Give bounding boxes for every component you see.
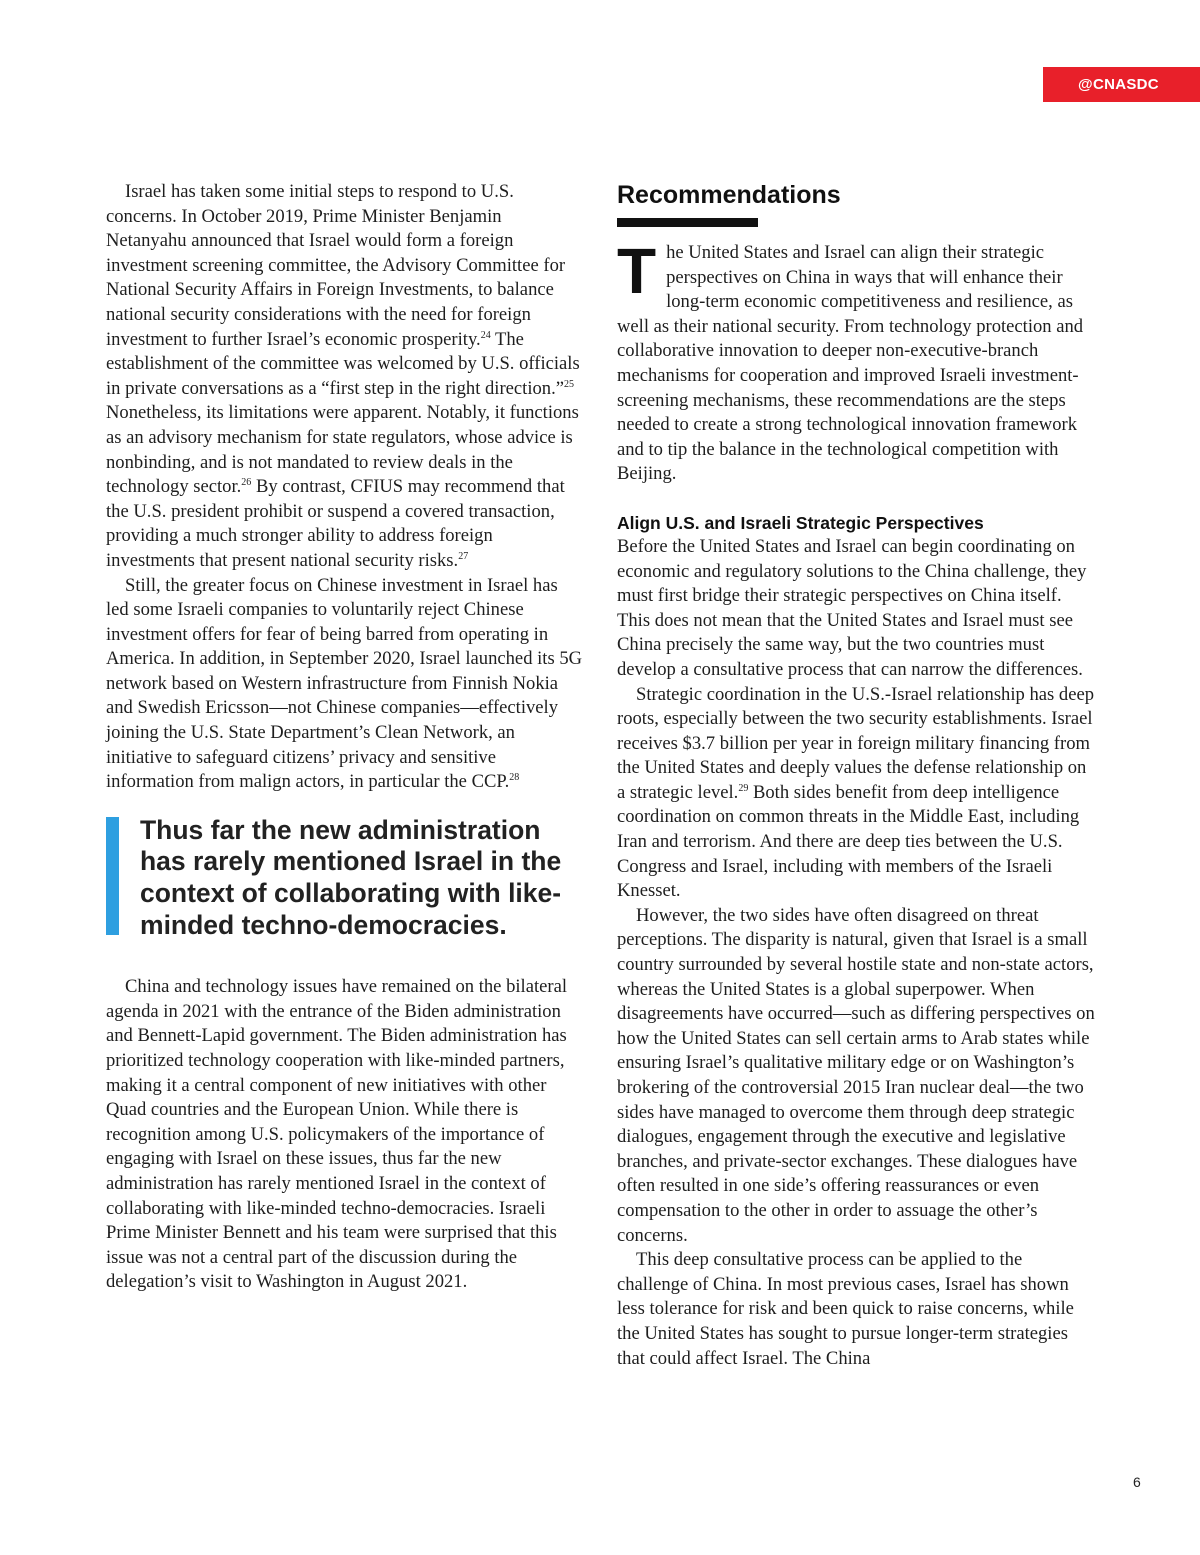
pull-quote (106, 815, 584, 941)
body-paragraph (106, 180, 584, 574)
paragraph-text: By contrast, CFIUS may recommend that the U.S. president prohibit or suspend a covered transaction, providing a much stronger ability to address foreign investments that present national security risks. (106, 476, 565, 571)
footnote-ref[interactable]: 24 (480, 329, 491, 341)
body-paragraph: However, the two sides have often disagreed on threat perceptions. The disparity is natural, given that Israel is a small country surrounded by several hostile state and non-state actors, whereas the United States is a global superpower. When disagreements have occurred—such as differing perspectives on how the United States can sell certain arms to Arab states while ensuring Israel’s qualitative military edge or on Washington’s brokering of the controversial 2015 Iran nuclear deal—the two sides have managed to overcome them through deep strategic dialogues, engagement through the executive and legislative branches, and private-sector exchanges. These dialogues have often resulted in one side’s offering reassurances or even compensation to the other in order to assuage the other’s concerns. (617, 904, 1095, 1246)
body-paragraph (617, 683, 1095, 904)
page-number: 6 (1133, 1474, 1141, 1490)
drop-cap: T (617, 235, 657, 307)
right-column (617, 180, 1095, 1371)
paragraph-text: Both sides benefit from deep intelligence coordination on common threats in the Middle East, including Iran and terrorism. And there are deep ties between the U.S. Congress and Israel, including with members of the Israeli Knesset. (617, 781, 1080, 902)
paragraph-text: Israel has taken some initial steps to respond to U.S. concerns. In October 2019, Prime Minister Benjamin Netanyahu announced that Israel would form a foreign investment screening committee, the Advisory Committee for National Security Affairs in Foreign Investments, to balance national security considerations with the need for foreign investment to further Israel’s economic prosperity. (106, 181, 566, 350)
social-handle-tag: @CNASDC (1043, 67, 1200, 102)
footnote-ref[interactable]: 26 (241, 476, 252, 488)
left-column (106, 180, 584, 1295)
intro-paragraph (617, 235, 1095, 487)
body-paragraph: This deep consultative process can be applied to the challenge of China. In most previous cases, Israel has shown less tolerance for risk and been quick to raise concerns, while the United States has sought to pursue longer-term strategies that could affect Israel. The China (617, 1249, 1074, 1369)
footnote-ref[interactable]: 27 (458, 550, 469, 562)
pull-quote-bar (106, 817, 119, 935)
paragraph-text: Nonetheless, its limitations were apparent. Notably, it functions as an advisory mechanism for state regulators, whose advice is nonbinding, and is not mandated to review deals in the technology sector. (106, 402, 579, 498)
paragraph-text: Still, the greater focus on Chinese investment in Israel has led some Israeli companies to voluntarily reject Chinese investment offers for fear of being barred from operating in America. In addition, in September 2020, Israel launched its 5G network based on Western infrastructure from Finnish Nokia and Swedish Ericsson—not Chinese companies—effectively joining the U.S. State Department’s Clean Network, an initiative to safeguard citizens’ privacy and sensitive information from malign actors, in particular the CCP. (106, 574, 583, 793)
pull-quote-text: Thus far the new administration has rarely mentioned Israel in the context of collaborating with like-minded techno-democracies. (140, 814, 562, 940)
paragraph-text: Strategic coordination in the U.S.-Israel relationship has deep roots, especially between the two security establishments. Israel receives $3.7 billion per year in foreign military financing from the United States and deeply values the defense relationship on a strategic level. (617, 683, 1094, 803)
body-paragraph: China and technology issues have remained on the bilateral agenda in 2021 with the entrance of the Biden administration and Bennett-Lapid government. The Biden administration has prioritized technology cooperation with like-minded partners, making it a central component of new initiatives with other Quad countries and the European Union. While there is recognition among U.S. policymakers of the importance of engaging with Israel on these issues, thus far the new administration has rarely mentioned Israel in the context of collaborating with like-minded techno-democracies. Israeli Prime Minister Bennett and his team were surprised that this issue was not a central part of the discussion during the delegation’s visit to Washington in August 2021. (106, 976, 567, 1293)
footnote-ref[interactable]: 28 (509, 772, 520, 784)
title-rule (617, 218, 758, 227)
footnote-ref[interactable]: 29 (738, 782, 749, 794)
subsection-heading: Align U.S. and Israeli Strategic Perspectives (617, 512, 984, 533)
section-title: Recommendations (617, 181, 841, 209)
body-paragraph (106, 574, 584, 795)
paragraph-text: he United States and Israel can align their strategic perspectives on China in ways that will enhance their long-term economic competitiveness and resilience, as well as their national security. From technology protection and collaborative innovation to deeper non-executive-branch mechanisms for cooperation and improved Israeli investment-screening mechanisms, these recommendations are the steps needed to create a strong technological innovation framework and to tip the balance in the technological competition with Beijing. (617, 242, 1084, 485)
body-paragraph: Before the United States and Israel can begin coordinating on economic and regulatory solutions to the China challenge, they must first bridge their strategic perspectives on China itself. This does not mean that the United States and Israel must see China precisely the same way, but the two countries must develop a consultative process that can narrow the differences. (617, 535, 1087, 680)
paragraph-text: The establishment of the committee was welcomed by U.S. officials in private conversations as a “first step in the right direction.” (106, 328, 580, 399)
footnote-ref[interactable]: 25 (564, 378, 574, 390)
